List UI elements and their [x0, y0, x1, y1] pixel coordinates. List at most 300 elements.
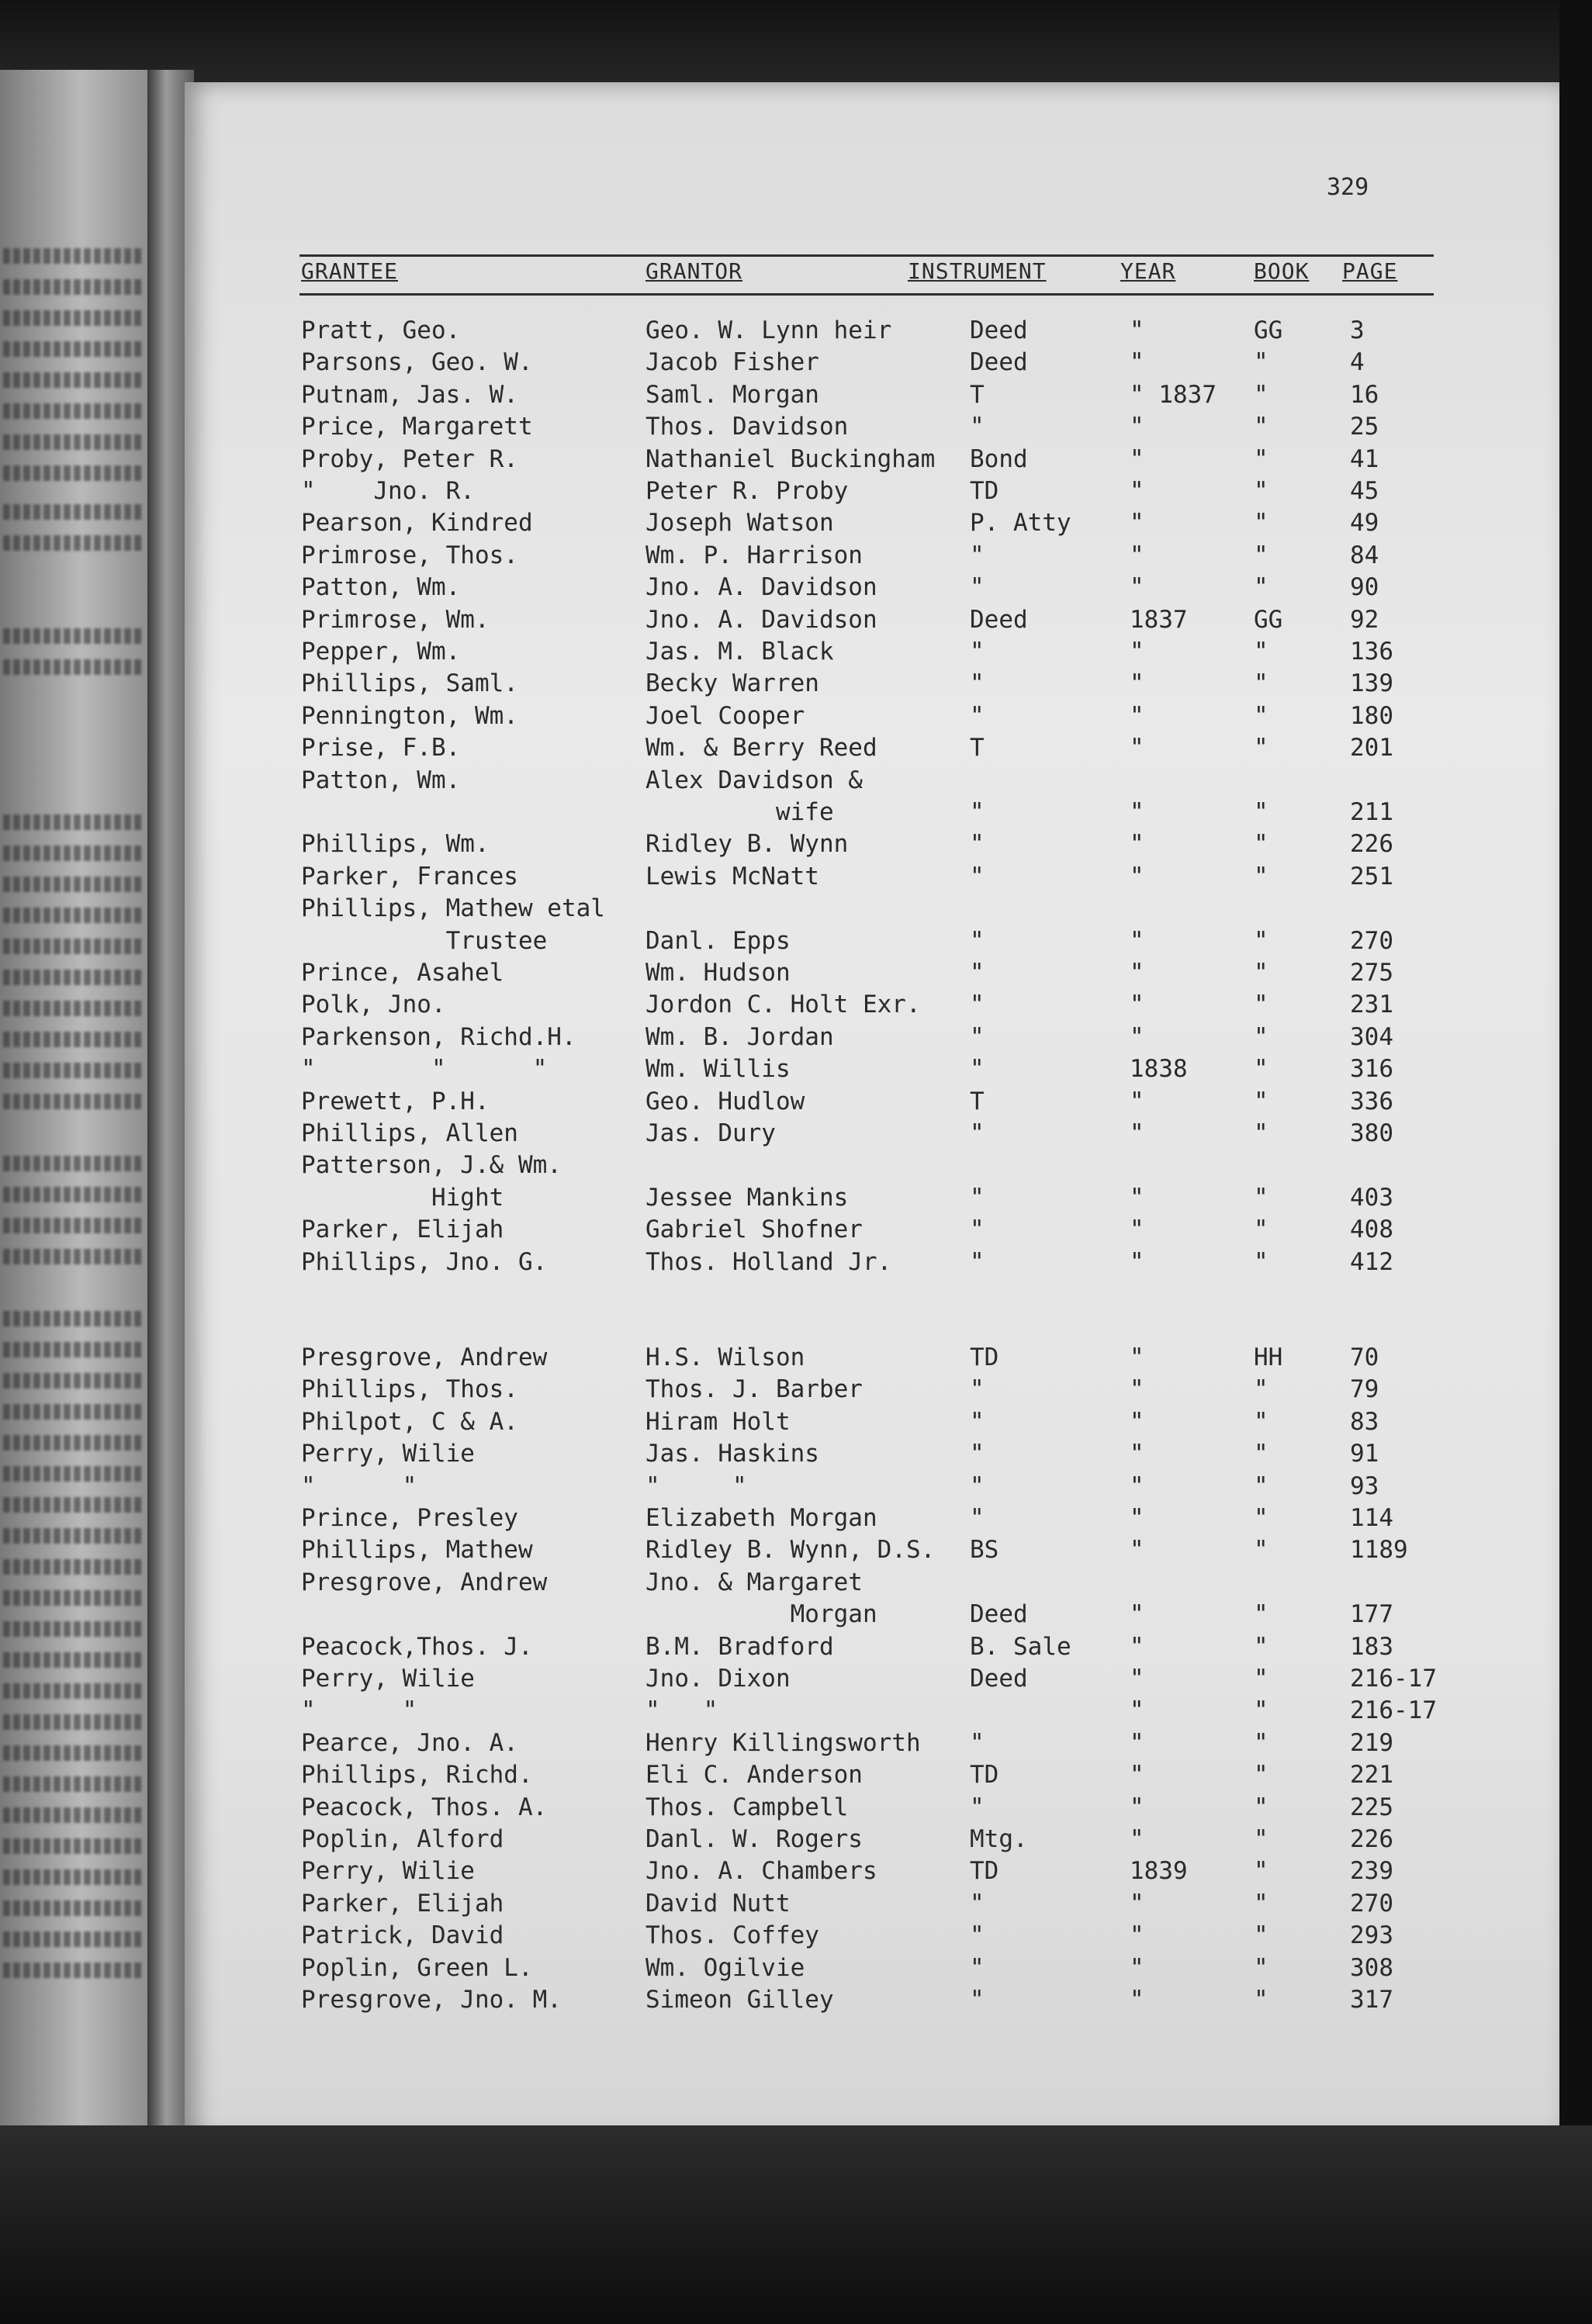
cell-year: "	[1130, 734, 1144, 763]
cell-grantor: Gabriel Shofner	[645, 1216, 863, 1244]
cell-grantor: Jas. M. Black	[645, 638, 834, 666]
cell-instrument: Deed	[970, 348, 1028, 377]
cell-grantee: " Jno. R.	[301, 477, 475, 505]
cell-grantee: Trustee	[301, 926, 548, 955]
cell-grantor: Wm. Hudson	[645, 959, 791, 987]
cell-book: "	[1254, 798, 1268, 826]
cell-book: "	[1254, 1986, 1268, 2014]
cell-year: "	[1130, 991, 1144, 1019]
cell-book: "	[1254, 862, 1268, 891]
table-row	[185, 476, 1559, 507]
cell-year: "	[1130, 1953, 1144, 1982]
cell-year: "	[1130, 1472, 1144, 1500]
cell-grantor: Jno. A. Davidson	[645, 573, 877, 602]
cell-page: 226	[1350, 1825, 1393, 1853]
cell-grantor: Lewis McNatt	[645, 862, 819, 891]
cell-grantor: Danl. W. Rogers	[645, 1825, 863, 1853]
cell-book: "	[1254, 830, 1268, 859]
table-row	[185, 1503, 1559, 1534]
cell-book: "	[1254, 1504, 1268, 1532]
cell-grantor: Danl. Epps	[645, 926, 791, 955]
cell-instrument: "	[970, 1183, 985, 1212]
cell-grantor: Jno. Dixon	[645, 1665, 791, 1693]
cell-page: 49	[1350, 509, 1379, 538]
cell-grantor: Henry Killingsworth	[645, 1728, 921, 1757]
cell-instrument: T	[970, 380, 985, 409]
record-page	[185, 82, 1559, 2177]
cell-grantee: " " "	[301, 1055, 548, 1084]
table-row	[185, 732, 1559, 763]
table-row	[185, 1534, 1559, 1565]
cell-instrument: Deed	[970, 316, 1028, 344]
cell-year: "	[1130, 1216, 1144, 1244]
cell-book: "	[1254, 380, 1268, 409]
table-row	[185, 1342, 1559, 1373]
cell-grantor: wife	[645, 798, 834, 826]
cell-year: "	[1130, 669, 1144, 698]
cell-year: "	[1130, 1183, 1144, 1212]
cell-book: "	[1254, 509, 1268, 538]
cell-page: 231	[1350, 991, 1393, 1019]
header-page: PAGE	[1342, 258, 1398, 284]
cell-year: "	[1130, 926, 1144, 955]
cell-book: "	[1254, 1407, 1268, 1436]
cell-page: 221	[1350, 1761, 1393, 1790]
cell-page: 177	[1350, 1600, 1393, 1629]
table-row	[185, 347, 1559, 378]
cell-instrument: "	[970, 669, 985, 698]
cell-instrument: Deed	[970, 1665, 1028, 1693]
cell-page: 3	[1350, 316, 1365, 344]
cell-book: "	[1254, 1119, 1268, 1147]
table-row	[185, 1214, 1559, 1245]
header-rule-bottom	[299, 293, 1434, 296]
cell-instrument: "	[970, 413, 985, 441]
film-frame-right	[1559, 0, 1592, 2324]
cell-page: 41	[1350, 444, 1379, 473]
cell-instrument: "	[970, 1440, 985, 1468]
cell-year: "	[1130, 1247, 1144, 1276]
cell-year: "	[1130, 1600, 1144, 1629]
cell-grantee: Price, Margarett	[301, 413, 533, 441]
cell-book: "	[1254, 444, 1268, 473]
cell-grantor: Geo. Hudlow	[645, 1087, 805, 1115]
cell-instrument: Deed	[970, 1600, 1028, 1629]
cell-instrument: "	[970, 1407, 985, 1436]
table-row	[185, 636, 1559, 667]
cell-year: "	[1130, 1696, 1144, 1725]
cell-page: 225	[1350, 1793, 1393, 1821]
cell-page: 83	[1350, 1407, 1379, 1436]
cell-grantor: Ridley B. Wynn	[645, 830, 849, 859]
facing-page-left	[0, 70, 147, 2164]
cell-year: "	[1130, 1728, 1144, 1757]
cell-grantor: Wm. Ogilvie	[645, 1953, 805, 1982]
cell-book: "	[1254, 1375, 1268, 1404]
cell-book: "	[1254, 1183, 1268, 1212]
cell-instrument: P. Atty	[970, 509, 1071, 538]
cell-page: 293	[1350, 1921, 1393, 1950]
cell-grantee: Pearce, Jno. A.	[301, 1728, 518, 1757]
cell-instrument: TD	[970, 477, 999, 505]
cell-grantee: Parkenson, Richd.H.	[301, 1022, 576, 1051]
cell-year: "	[1130, 1504, 1144, 1532]
table-row	[185, 893, 1559, 924]
cell-page: 183	[1350, 1632, 1393, 1661]
cell-grantor: Eli C. Anderson	[645, 1761, 863, 1790]
cell-grantor: Wm. Willis	[645, 1055, 791, 1084]
cell-grantee: Perry, Wilie	[301, 1665, 475, 1693]
cell-page: 16	[1350, 380, 1379, 409]
cell-grantee: " "	[301, 1472, 417, 1500]
table-row	[185, 1247, 1559, 1278]
cell-page: 70	[1350, 1344, 1379, 1371]
cell-instrument: "	[970, 1375, 985, 1404]
cell-grantor: B.M. Bradford	[645, 1632, 834, 1661]
table-row	[185, 861, 1559, 892]
cell-year: "	[1130, 348, 1144, 377]
cell-book: "	[1254, 348, 1268, 377]
cell-instrument: T	[970, 734, 985, 763]
cell-grantee: Poplin, Alford	[301, 1825, 504, 1853]
cell-page: 317	[1350, 1986, 1393, 2014]
header-year: YEAR	[1120, 258, 1176, 284]
cell-grantee: " "	[301, 1696, 417, 1725]
cell-grantor: Elizabeth Morgan	[645, 1504, 877, 1532]
cell-year: 1838	[1130, 1055, 1188, 1084]
cell-year: "	[1130, 1921, 1144, 1950]
cell-grantor: Thos. Davidson	[645, 413, 849, 441]
table-row	[185, 1406, 1559, 1437]
cell-book: "	[1254, 1087, 1268, 1115]
cell-year: " 1837	[1130, 380, 1216, 409]
cell-book: "	[1254, 638, 1268, 666]
table-row	[185, 540, 1559, 571]
table-row	[185, 1727, 1559, 1759]
cell-grantor: David Nutt	[645, 1889, 791, 1918]
cell-book: "	[1254, 1022, 1268, 1051]
cell-grantor: Jacob Fisher	[645, 348, 819, 377]
table-row	[185, 1471, 1559, 1502]
cell-book: "	[1254, 1793, 1268, 1821]
cell-year: "	[1130, 444, 1144, 473]
cell-book: "	[1254, 1247, 1268, 1276]
cell-page: 219	[1350, 1728, 1393, 1757]
cell-book: "	[1254, 1857, 1268, 1886]
cell-instrument: "	[970, 701, 985, 730]
cell-grantee: Polk, Jno.	[301, 991, 446, 1019]
cell-grantee: Presgrove, Jno. M.	[301, 1986, 562, 2014]
table-row	[185, 604, 1559, 635]
cell-book: "	[1254, 1921, 1268, 1950]
cell-instrument: "	[970, 1119, 985, 1147]
cell-instrument: "	[970, 573, 985, 602]
table-row	[185, 700, 1559, 731]
cell-book: "	[1254, 669, 1268, 698]
cell-page: 226	[1350, 830, 1393, 859]
cell-instrument: "	[970, 959, 985, 987]
cell-book: "	[1254, 991, 1268, 1019]
cell-instrument: "	[970, 991, 985, 1019]
table-row	[185, 507, 1559, 538]
cell-year: "	[1130, 1536, 1144, 1565]
header-book: BOOK	[1254, 258, 1310, 284]
table-row	[185, 1792, 1559, 1823]
table-row	[185, 925, 1559, 956]
table-row	[185, 1118, 1559, 1149]
cell-grantee: Phillips, Mathew	[301, 1536, 533, 1565]
cell-page: 308	[1350, 1953, 1393, 1982]
cell-grantor: Jessee Mankins	[645, 1183, 849, 1212]
cell-book: "	[1254, 1889, 1268, 1918]
cell-grantor: Jas. Haskins	[645, 1440, 819, 1468]
cell-grantor: Thos. Campbell	[645, 1793, 849, 1821]
cell-grantor: Simeon Gilley	[645, 1986, 834, 2014]
cell-year: "	[1130, 1087, 1144, 1115]
cell-grantor: Jas. Dury	[645, 1119, 776, 1147]
cell-grantee: Patterson, J.& Wm.	[301, 1151, 562, 1180]
cell-year: "	[1130, 798, 1144, 826]
cell-grantee: Primrose, Wm.	[301, 605, 490, 634]
cell-grantor: Jno. A. Davidson	[645, 605, 877, 634]
cell-grantee: Poplin, Green L.	[301, 1953, 533, 1982]
cell-page: 403	[1350, 1183, 1393, 1212]
cell-book: "	[1254, 701, 1268, 730]
cell-grantee: Phillips, Allen	[301, 1119, 518, 1147]
cell-book: "	[1254, 1536, 1268, 1565]
cell-book: "	[1254, 1216, 1268, 1244]
cell-grantee: Parker, Elijah	[301, 1216, 504, 1244]
cell-year: "	[1130, 1407, 1144, 1436]
cell-year: "	[1130, 1665, 1144, 1693]
page-number: 329	[1327, 174, 1369, 201]
cell-grantee: Phillips, Saml.	[301, 669, 518, 698]
cell-grantor: Morgan	[645, 1600, 877, 1629]
cell-grantee: Phillips, Thos.	[301, 1375, 518, 1404]
cell-grantee: Parsons, Geo. W.	[301, 348, 533, 377]
cell-page: 216-17	[1350, 1696, 1437, 1725]
cell-instrument: T	[970, 1087, 985, 1115]
table-row	[185, 1920, 1559, 1951]
cell-book: "	[1254, 1696, 1268, 1725]
cell-page: 380	[1350, 1119, 1393, 1147]
cell-grantee: Perry, Wilie	[301, 1440, 475, 1468]
table-row	[185, 1374, 1559, 1405]
cell-book: "	[1254, 1472, 1268, 1500]
cell-page: 114	[1350, 1504, 1393, 1532]
cell-instrument: "	[970, 830, 985, 859]
cell-year: "	[1130, 701, 1144, 730]
cell-grantee: Philpot, C & A.	[301, 1407, 518, 1436]
cell-year: "	[1130, 1344, 1144, 1371]
cell-page: 239	[1350, 1857, 1393, 1886]
cell-year: 1837	[1130, 605, 1188, 634]
cell-instrument: "	[970, 638, 985, 666]
cell-page: 25	[1350, 413, 1379, 441]
cell-instrument: "	[970, 1953, 985, 1982]
cell-grantor: Jno. A. Chambers	[645, 1857, 877, 1886]
cell-instrument: "	[970, 541, 985, 569]
cell-year: "	[1130, 509, 1144, 538]
cell-instrument: Mtg.	[970, 1825, 1028, 1853]
cell-grantor: " "	[645, 1472, 747, 1500]
cell-grantee: Parker, Frances	[301, 862, 518, 891]
table-row	[185, 1631, 1559, 1662]
cell-grantor: Becky Warren	[645, 669, 819, 698]
table-row	[185, 797, 1559, 828]
cell-grantee: Prince, Presley	[301, 1504, 518, 1532]
table-row	[185, 1599, 1559, 1630]
cell-grantee: Patrick, David	[301, 1921, 504, 1950]
cell-year: "	[1130, 541, 1144, 569]
cell-grantor: Thos. J. Barber	[645, 1375, 863, 1404]
cell-instrument: "	[970, 1216, 985, 1244]
cell-year: "	[1130, 1632, 1144, 1661]
cell-instrument: TD	[970, 1344, 999, 1371]
cell-instrument: "	[970, 1055, 985, 1084]
table-row	[185, 1567, 1559, 1598]
cell-year: 1839	[1130, 1857, 1188, 1886]
cell-page: 216-17	[1350, 1665, 1437, 1693]
cell-page: 412	[1350, 1247, 1393, 1276]
table-row	[185, 1855, 1559, 1887]
cell-book: "	[1254, 1761, 1268, 1790]
table-row	[185, 828, 1559, 859]
cell-year: "	[1130, 1793, 1144, 1821]
cell-book: HH	[1254, 1344, 1283, 1371]
table-row	[185, 765, 1559, 796]
cell-grantor: Peter R. Proby	[645, 477, 849, 505]
table-row	[185, 315, 1559, 346]
cell-year: "	[1130, 1022, 1144, 1051]
cell-book: "	[1254, 1440, 1268, 1468]
cell-page: 139	[1350, 669, 1393, 698]
cell-grantee: Phillips, Wm.	[301, 830, 490, 859]
cell-grantee: Presgrove, Andrew	[301, 1568, 548, 1596]
cell-grantee: Parker, Elijah	[301, 1889, 504, 1918]
cell-grantor: Joel Cooper	[645, 701, 805, 730]
table-row	[185, 1984, 1559, 2015]
cell-instrument: "	[970, 798, 985, 826]
cell-grantor: Thos. Holland Jr.	[645, 1247, 892, 1276]
table-row	[185, 444, 1559, 475]
cell-page: 304	[1350, 1022, 1393, 1051]
cell-instrument: Bond	[970, 444, 1028, 473]
cell-year: "	[1130, 959, 1144, 987]
cell-grantor: Jno. & Margaret	[645, 1568, 863, 1596]
cell-grantor: Wm. P. Harrison	[645, 541, 863, 569]
cell-instrument: "	[970, 1921, 985, 1950]
cell-grantee: Proby, Peter R.	[301, 444, 518, 473]
table-row	[185, 411, 1559, 442]
cell-year: "	[1130, 638, 1144, 666]
cell-page: 45	[1350, 477, 1379, 505]
cell-page: 275	[1350, 959, 1393, 987]
cell-page: 84	[1350, 541, 1379, 569]
cell-year: "	[1130, 477, 1144, 505]
header-grantee: GRANTEE	[301, 258, 399, 284]
cell-grantee: Pennington, Wm.	[301, 701, 518, 730]
cell-page: 92	[1350, 605, 1379, 634]
table-row	[185, 1438, 1559, 1469]
table-row	[185, 957, 1559, 988]
cell-grantee: Peacock,Thos. J.	[301, 1632, 533, 1661]
cell-instrument: TD	[970, 1761, 999, 1790]
cell-instrument: "	[970, 1247, 985, 1276]
cell-year: "	[1130, 1761, 1144, 1790]
table-row	[185, 1759, 1559, 1790]
cell-book: "	[1254, 1055, 1268, 1084]
cell-year: "	[1130, 316, 1144, 344]
cell-grantee: Hight	[301, 1183, 504, 1212]
cell-page: 90	[1350, 573, 1379, 602]
cell-grantee: Perry, Wilie	[301, 1857, 475, 1886]
cell-page: 408	[1350, 1216, 1393, 1244]
cell-book: "	[1254, 1953, 1268, 1982]
table-row	[185, 1182, 1559, 1213]
cell-grantor: H.S. Wilson	[645, 1344, 805, 1371]
cell-year: "	[1130, 413, 1144, 441]
cell-instrument: "	[970, 1793, 985, 1821]
cell-grantee: Pepper, Wm.	[301, 638, 461, 666]
cell-grantor: Hiram Holt	[645, 1407, 791, 1436]
cell-year: "	[1130, 1440, 1144, 1468]
film-frame-top	[0, 0, 1592, 85]
cell-instrument: TD	[970, 1857, 999, 1886]
cell-book: "	[1254, 734, 1268, 763]
table-row	[185, 1824, 1559, 1855]
table-row	[185, 1663, 1559, 1694]
cell-grantee: Patton, Wm.	[301, 766, 461, 794]
cell-grantee: Presgrove, Andrew	[301, 1344, 548, 1371]
table-row	[185, 1952, 1559, 1983]
cell-page: 211	[1350, 798, 1393, 826]
cell-grantee: Prise, F.B.	[301, 734, 461, 763]
table-row	[185, 989, 1559, 1020]
cell-grantee: Prince, Asahel	[301, 959, 504, 987]
table-row	[185, 1053, 1559, 1084]
cell-book: "	[1254, 926, 1268, 955]
cell-page: 4	[1350, 348, 1365, 377]
cell-grantee: Pearson, Kindred	[301, 509, 533, 538]
cell-year: "	[1130, 830, 1144, 859]
cell-page: 201	[1350, 734, 1393, 763]
cell-page: 251	[1350, 862, 1393, 891]
table-row	[185, 572, 1559, 603]
cell-year: "	[1130, 1889, 1144, 1918]
cell-page: 270	[1350, 926, 1393, 955]
cell-instrument: "	[970, 1022, 985, 1051]
cell-year: "	[1130, 1375, 1144, 1404]
cell-grantor: Wm. B. Jordan	[645, 1022, 834, 1051]
cell-year: "	[1130, 1119, 1144, 1147]
table-row	[185, 668, 1559, 699]
cell-book: "	[1254, 541, 1268, 569]
cell-book: GG	[1254, 316, 1283, 344]
header-grantor: GRANTOR	[645, 258, 743, 284]
cell-book: "	[1254, 1825, 1268, 1853]
cell-instrument: "	[970, 1889, 985, 1918]
cell-instrument: "	[970, 1728, 985, 1757]
cell-instrument: "	[970, 862, 985, 891]
cell-instrument: "	[970, 1986, 985, 2014]
cell-page: 336	[1350, 1087, 1393, 1115]
cell-grantee: Prewett, P.H.	[301, 1087, 490, 1115]
cell-grantee: Patton, Wm.	[301, 573, 461, 602]
cell-grantee: Pratt, Geo.	[301, 316, 461, 344]
cell-instrument: Deed	[970, 605, 1028, 634]
table-row	[185, 379, 1559, 410]
